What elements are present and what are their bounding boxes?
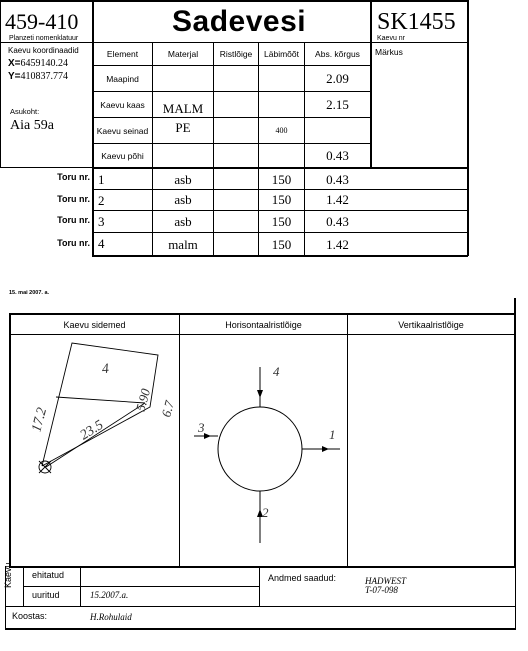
pipe-2-label: Toru nr. <box>57 194 90 204</box>
well-id: SK1455 <box>377 9 456 35</box>
tie-label-diagonal: 23.5 <box>77 417 107 444</box>
pipe-3-material: asb <box>174 213 192 229</box>
pipe-3-elevation: 0.43 <box>326 213 349 229</box>
pipe-1-diameter: 150 <box>271 171 292 187</box>
well-vertical-label: Kaevu <box>3 562 13 588</box>
tie-label-right: 5.90 <box>132 386 154 413</box>
remarks-label: Märkus <box>375 47 403 57</box>
panel-title-horizontal: Horisontaalristlõige <box>225 319 302 330</box>
tie-line-top <box>56 397 145 403</box>
pipe-label-right: 1 <box>329 427 336 442</box>
row-lid-material: MALM <box>162 100 204 116</box>
coord-x-value: 6459140.24 <box>20 58 69 69</box>
pipe-2-no: 2 <box>98 193 105 208</box>
well-no-label: Kaevu nr <box>377 35 406 42</box>
tie-label-edge: 6.7 <box>158 399 177 419</box>
horizontal-section-drawing <box>180 335 347 567</box>
location-value: Aia 59a <box>10 118 54 133</box>
data-source-label: Andmed saadud: <box>268 573 337 583</box>
coord-x <box>8 58 68 69</box>
arrow-right-icon <box>204 433 211 439</box>
row-lid-label: Kaevu kaas <box>100 99 145 110</box>
row-ground-label: Maapind <box>106 73 139 84</box>
tie-label-left: 17.2 <box>29 406 51 434</box>
pipe-2-diameter: 150 <box>271 192 292 207</box>
page-title: Sadevesi <box>172 5 307 38</box>
pipe-label-bottom: 2 <box>262 505 269 520</box>
date-stamp: 15. mai 2007. a. <box>9 290 50 296</box>
col-header-diameter: Läbimõõt <box>264 49 299 59</box>
pipe-4-no: 4 <box>98 236 105 251</box>
plan-code: 459-410 <box>5 9 79 34</box>
coords-label: Kaevu koordinaadid <box>8 46 79 55</box>
pipe-4-diameter: 150 <box>271 236 292 252</box>
col-header-material: Materjal <box>167 49 199 59</box>
pipe-3-diameter: 150 <box>271 213 292 229</box>
row-walls-material: PE <box>175 119 191 135</box>
data-source-value-1: HADWEST <box>365 576 406 586</box>
established-label: ehitatud <box>32 570 65 580</box>
row-ground-elevation: 2.09 <box>326 70 349 86</box>
row-bottom-label: Kaevu põhi <box>101 150 144 161</box>
tie-label-top: 4 <box>101 361 110 378</box>
coord-y-value: 410837.774 <box>20 71 69 82</box>
coord-x-label: X= <box>8 58 21 69</box>
pipe-4-material: malm <box>168 236 198 252</box>
pipe-4-elevation: 1.42 <box>326 236 349 252</box>
measured-label: uuritud <box>32 590 60 600</box>
row-walls-diameter: 400 <box>275 126 288 135</box>
panel-title-ties: Kaevu sidemed <box>63 319 126 330</box>
compiled-value: H.Rohulaid <box>90 612 132 622</box>
coord-y <box>8 71 68 82</box>
col-header-elevation: Abs. kõrgus <box>315 49 360 59</box>
pipe-1-no: 1 <box>98 172 105 187</box>
compiled-label: Koostas: <box>12 611 48 621</box>
pipe-3-label: Toru nr. <box>57 215 90 225</box>
ties-sketch <box>10 335 179 567</box>
well-circle-icon <box>218 407 302 491</box>
row-walls-label: Kaevu seinad <box>96 125 149 136</box>
row-lid-elevation: 2.15 <box>326 96 349 112</box>
arrow-down-icon <box>257 390 263 398</box>
arrow-right-icon <box>322 446 329 452</box>
pipe-1-material: asb <box>174 171 192 187</box>
plan-label: Planzeti nomenklatuur <box>9 35 79 42</box>
col-header-element: Element <box>106 49 139 59</box>
coord-y-label: Y= <box>8 71 21 82</box>
pipe-2-material: asb <box>174 192 192 207</box>
pipe-label-top: 4 <box>273 364 280 379</box>
col-header-cross-section: Ristlõige <box>219 49 253 59</box>
pipe-1-label: Toru nr. <box>57 172 90 182</box>
data-source-value-2: T-07-098 <box>365 585 398 595</box>
pipe-3-no: 3 <box>98 214 105 229</box>
pipe-1-elevation: 0.43 <box>326 171 349 187</box>
measured-value: 15.2007.a. <box>90 590 129 600</box>
row-bottom-elevation: 0.43 <box>326 147 349 163</box>
pipe-label-left: 3 <box>198 420 205 435</box>
location-label: Asukoht: <box>10 107 40 116</box>
pipe-4-label: Toru nr. <box>57 238 90 248</box>
pipe-2-elevation: 1.42 <box>326 192 349 207</box>
panel-title-vertical: Vertikaalristlõige <box>398 319 464 330</box>
